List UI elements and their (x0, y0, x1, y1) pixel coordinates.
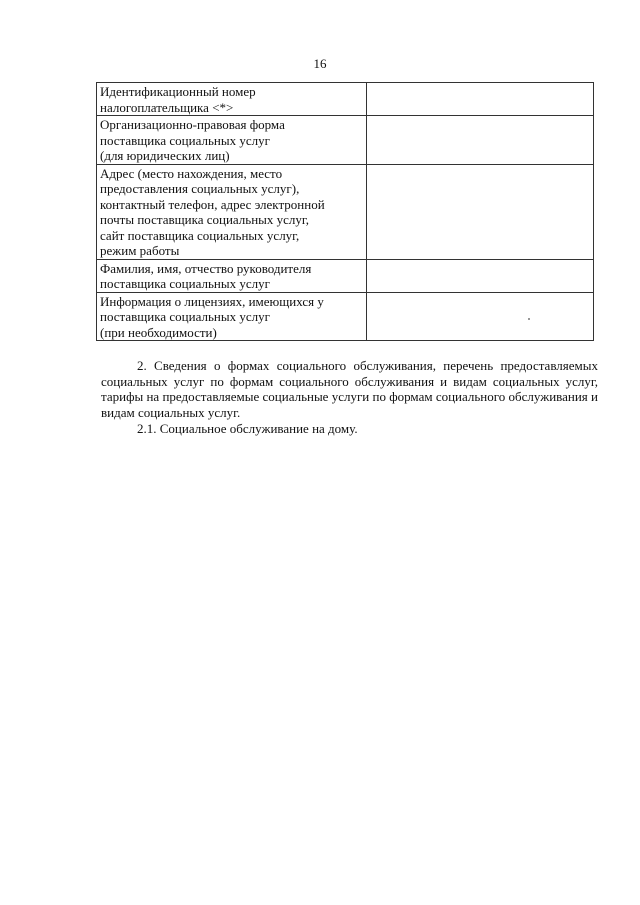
scan-speck (528, 318, 530, 320)
row-label-director (97, 259, 367, 292)
row-label-licenses (97, 292, 367, 341)
value-cell-legal-form (367, 116, 594, 165)
label-line: сайт поставщика социальных услуг, (100, 227, 300, 243)
label-line: Идентификационный номер (100, 84, 256, 99)
value-cell-director (367, 259, 594, 292)
row-label-legal-form (97, 116, 367, 165)
value-cell-licenses (367, 292, 594, 341)
label-line: предоставления социальных услуг), (100, 181, 300, 196)
page-number: 16 (313, 56, 327, 71)
table-row (97, 292, 594, 341)
label-line: поставщика социальных услуг (100, 276, 270, 291)
label-line: (для юридических лиц) (100, 148, 230, 163)
label-line: Адрес (место нахождения, место (100, 165, 283, 181)
provider-info-table (96, 82, 594, 341)
label-line: поставщика социальных услуг (100, 309, 270, 324)
section-2-1-paragraph: 2.1. Социальное обслуживание на дому. (137, 421, 358, 436)
row-label-address (97, 164, 367, 259)
table-row (97, 116, 594, 165)
table-row (97, 259, 594, 292)
table-row (97, 83, 594, 116)
label-line: Информация о лицензиях, имеющихся у (100, 293, 324, 309)
label-line: режим работы (100, 243, 180, 258)
label-line: почты поставщика социальных услуг, (100, 212, 310, 227)
label-line: поставщика социальных услуг (100, 132, 270, 148)
table-row (97, 164, 594, 259)
value-cell-address (367, 164, 594, 259)
row-label-inn (97, 83, 367, 116)
label-line: Фамилия, имя, отчество руководителя (100, 260, 312, 276)
label-line: налогоплательщика <*> (100, 99, 234, 115)
label-line: Организационно-правовая форма (100, 117, 285, 132)
label-line: (при необходимости) (100, 324, 217, 340)
value-cell-inn (367, 83, 594, 116)
label-line: контактный телефон, адрес электронной (100, 196, 325, 212)
section-2-paragraph: 2. Сведения о формах социального обслуживания, перечень предоставляемых социальных услуг по формам социального обслуживания и видам социальных услуг, тарифы на предоставляемые социальные услуги по формам социального обслуживания и видам социальных услуг. (101, 358, 598, 420)
